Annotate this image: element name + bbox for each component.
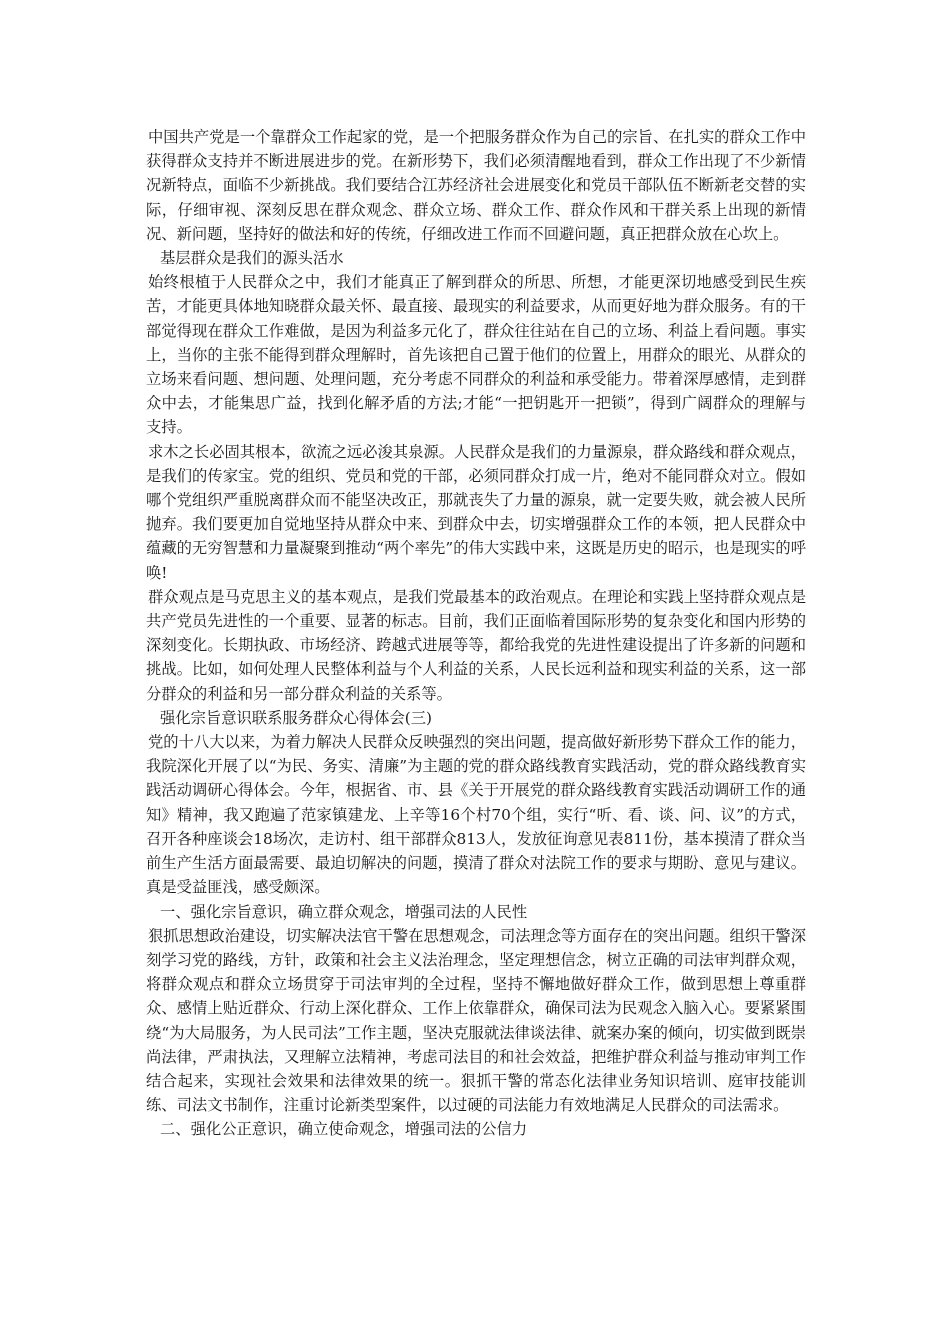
section-heading-two: 二、强化公正意识，确立使命观念，增强司法的公信力 <box>160 1120 528 1139</box>
section-heading-one: 一、强化宗旨意识，确立群众观念，增强司法的人民性 <box>160 902 528 921</box>
document-page <box>146 125 806 1142</box>
paragraph-eighteenth-congress: 党的十八大以来，为着力解决人民群众反映强烈的突出问题，提高做好新形势下群众工作的能力，我院深化开展了以“为民、务实、清廉”为主题的党的群众路线教育实践活动，党的群众路线教育实践活动调研心得体会。今年，根据省、市、县《关于开展党的群众路线教育实践活动调研工作的通知》精神，我又跑遍了范家镇建龙、上辛等16个村70个组，实行“听、看、谈、问、议”的方式，召开各种座谈会18场次，走访村、组干部群众813人，发放征询意见表811份，基本摸清了群众当前生产生活方面最需要、最迫切解决的问题，摸清了群众对法院工作的要求与期盼、意见与建议。真是受益匪浅，感受颇深。 <box>146 733 806 897</box>
section-heading-part-three: 强化宗旨意识联系服务群众心得体会(三) <box>160 708 432 727</box>
paragraph-intro: 中国共产党是一个靠群众工作起家的党，是一个把服务群众作为自己的宗旨、在扎实的群众工作中获得群众支持并不断进展进步的党。在新形势下，我们必须清醒地看到，群众工作出现了不少新情况新特点，面临不少新挑战。我们要结合江苏经济社会进展变化和党员干部队伍不断新老交替的实际，仔细审视、深刻反思在群众观念、群众立场、群众工作、群众作风和干群关系上出现的新情况、新问题，坚持好的做法和好的传统，仔细改进工作而不回避问题，真正把群众放在心坎上。 <box>146 128 806 243</box>
paragraph-rooted: 始终根植于人民群众之中，我们才能真正了解到群众的所思、所想，才能更深切地感受到民生疾苦，才能更具体地知晓群众最关怀、最直接、最现实的利益要求，从而更好地为群众服务。有的干部觉得现在群众工作难做，是因为利益多元化了，群众往往站在自己的立场、利益上看问题。事实上，当你的主张不能得到群众理解时，首先该把自己置于他们的位置上，用群众的眼光、从群众的立场来看问题、想问题、处理问题，充分考虑不同群众的利益和承受能力。带着深厚感情，走到群众中去，才能集思广益，找到化解矛盾的方法;才能“一把钥匙开一把锁”，得到广阔群众的理解与支持。 <box>146 273 806 437</box>
section-heading-grassroots: 基层群众是我们的源头活水 <box>160 249 344 268</box>
paragraph-political-building: 狠抓思想政治建设，切实解决法官干警在思想观念，司法理念等方面存在的突出问题。组织干警深刻学习党的路线，方针，政策和社会主义法治理念，坚定理想信念，树立正确的司法审判群众观，将群众观点和群众立场贯穿于司法审判的全过程，坚持不懈地做好群众工作，做到思想上尊重群众、感情上贴近群众、行动上深化群众、工作上依靠群众，确保司法为民观念入脑入心。要紧紧围绕“为大局服务，为人民司法”工作主题，坚决克服就法律谈法律、就案办案的倾向，切实做到既崇尚法律，严肃执法，又理解立法精神，考虑司法目的和社会效益，把维护群众利益与推动审判工作结合起来，实现社会效果和法律效果的统一。狠抓干警的常态化法律业务知识培训、庭审技能训练、司法文书制作，注重讨论新类型案件，以过硬的司法能力有效地满足人民群众的司法需求。 <box>146 926 806 1115</box>
paragraph-mass-viewpoint: 群众观点是马克思主义的基本观点，是我们党最基本的政治观点。在理论和实践上坚持群众观点是共产党员先进性的一个重要、显著的标志。目前，我们正面临着国际形势的复杂变化和国内形势的深刻变化。长期执政、市场经济、跨越式进展等等，都给我党的先进性建设提出了许多新的问题和挑战。比如，如何处理人民整体利益与个人利益的关系，人民长远利益和现实利益的关系，这一部分群众的利益和另一部分群众利益的关系等。 <box>146 587 806 703</box>
paragraph-roots: 求木之长必固其根本，欲流之远必浚其泉源。人民群众是我们的力量源泉，群众路线和群众观点，是我们的传家宝。党的组织、党员和党的干部，必须同群众打成一片，绝对不能同群众对立。假如哪个党组织严重脱离群众而不能坚决改正，那就丧失了力量的源泉，就一定要失败，就会被人民所抛弃。我们要更加自觉地坚持从群众中来、到群众中去，切实增强群众工作的本领，把人民群众中蕴藏的无穷智慧和力量凝聚到推动“两个率先”的伟大实践中来，这既是历史的昭示，也是现实的呼唤! <box>146 442 806 582</box>
